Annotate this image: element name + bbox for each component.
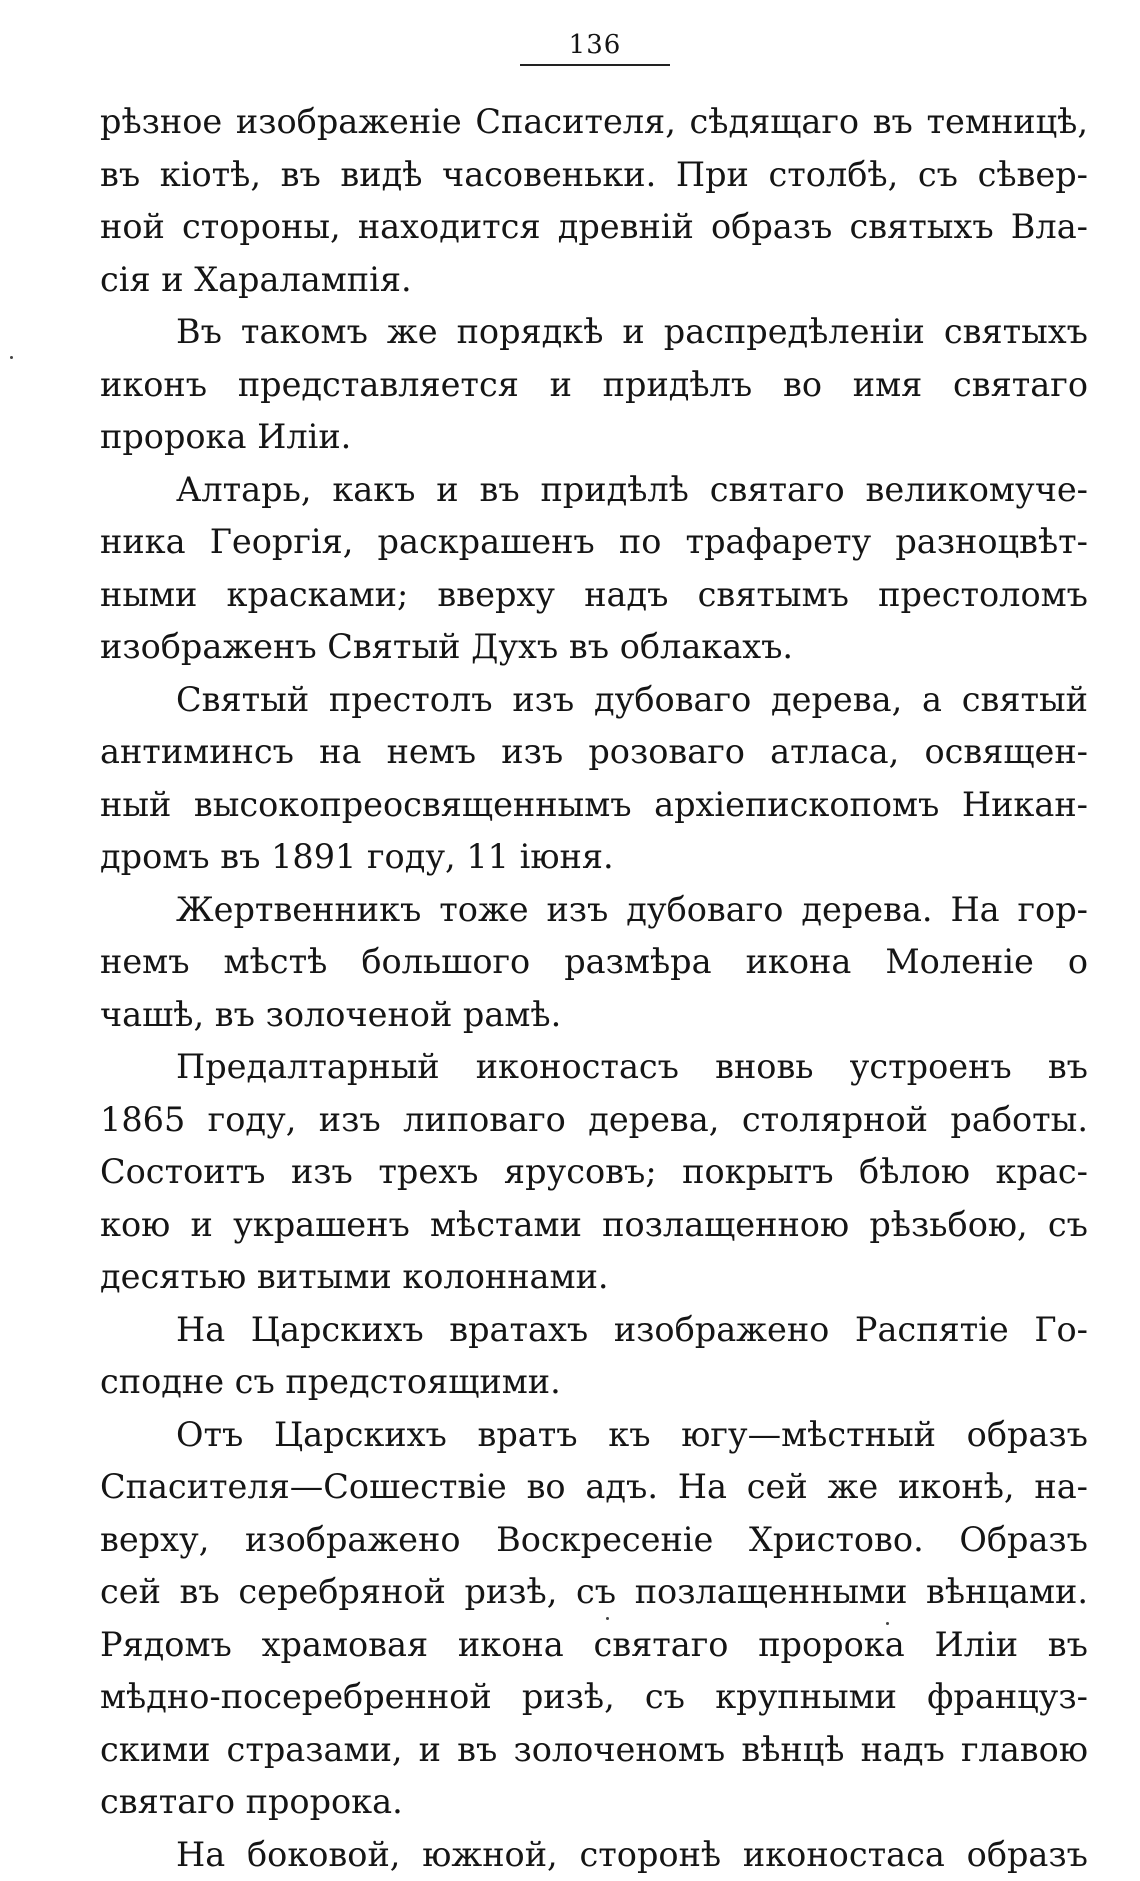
text-line: святаго пророка. bbox=[100, 1776, 1088, 1829]
text-line: чашѣ, въ золоченой рамѣ. bbox=[100, 989, 1088, 1042]
text-line: изображенъ Святый Духъ въ облакахъ. bbox=[100, 621, 1088, 674]
paragraph bbox=[100, 674, 1088, 884]
text-line: мѣдно-посеребренной ризѣ, съ крупными француз- bbox=[100, 1671, 1088, 1724]
text-line: Въ такомъ же порядкѣ и распредѣленіи святыхъ bbox=[100, 306, 1088, 359]
body-text bbox=[100, 96, 1088, 1881]
text-line: сей въ серебряной ризѣ, съ позлащенными вѣнцами. bbox=[100, 1566, 1088, 1619]
paragraph bbox=[100, 1304, 1088, 1409]
bottom-speck bbox=[886, 1622, 889, 1625]
bottom-speck bbox=[606, 1617, 609, 1620]
text-line: 1865 году, изъ липоваго дерева, столярной работы. bbox=[100, 1094, 1088, 1147]
text-line: скими стразами, и въ золоченомъ вѣнцѣ надъ главою bbox=[100, 1724, 1088, 1777]
text-line: въ кіотѣ, въ видѣ часовеньки. При столбѣ, съ сѣвер- bbox=[100, 149, 1088, 202]
text-line: Святый престолъ изъ дубоваго дерева, а святый bbox=[100, 674, 1088, 727]
text-line: немъ мѣстѣ большого размѣра икона Моленіе о bbox=[100, 936, 1088, 989]
text-line: Жертвенникъ тоже изъ дубоваго дерева. На гор- bbox=[100, 884, 1088, 937]
paragraph bbox=[100, 306, 1088, 464]
text-line: иконъ представляется и придѣлъ во имя святаго bbox=[100, 359, 1088, 412]
paragraph bbox=[100, 884, 1088, 1042]
paragraph bbox=[100, 1041, 1088, 1304]
text-line: ника Георгія, раскрашенъ по трафарету разноцвѣт- bbox=[100, 516, 1088, 569]
text-line: верху, изображено Воскресеніе Христово. Образъ bbox=[100, 1514, 1088, 1567]
text-line: На боковой, южной, сторонѣ иконостаса образъ bbox=[100, 1829, 1088, 1881]
text-line: Рядомъ храмовая икона святаго пророка Иліи въ bbox=[100, 1619, 1088, 1672]
text-line: Состоитъ изъ трехъ ярусовъ; покрытъ бѣлою крас- bbox=[100, 1146, 1088, 1199]
text-line: ными красками; вверху надъ святымъ престоломъ bbox=[100, 569, 1088, 622]
page-number: 136 bbox=[520, 30, 670, 66]
text-line: десятью витыми колоннами. bbox=[100, 1251, 1088, 1304]
paragraph bbox=[100, 96, 1088, 306]
text-line: антиминсъ на немъ изъ розоваго атласа, освящен- bbox=[100, 726, 1088, 779]
text-line: Алтарь, какъ и въ придѣлѣ святаго великомуче- bbox=[100, 464, 1088, 517]
paragraph bbox=[100, 1829, 1088, 1881]
text-line: сія и Харалампія. bbox=[100, 254, 1088, 307]
margin-speck bbox=[10, 356, 13, 359]
text-line: Предалтарный иконостасъ вновь устроенъ въ bbox=[100, 1041, 1088, 1094]
text-line: ной стороны, находится древній образъ святыхъ Вла- bbox=[100, 201, 1088, 254]
text-line: Отъ Царскихъ вратъ къ югу—мѣстный образъ bbox=[100, 1409, 1088, 1462]
text-line: Спасителя—Сошествіе во адъ. На сей же иконѣ, на- bbox=[100, 1461, 1088, 1514]
paragraph bbox=[100, 464, 1088, 674]
text-line: На Царскихъ вратахъ изображено Распятіе Го- bbox=[100, 1304, 1088, 1357]
text-line: сподне съ предстоящими. bbox=[100, 1356, 1088, 1409]
paragraph bbox=[100, 1409, 1088, 1829]
text-line: дромъ въ 1891 году, 11 іюня. bbox=[100, 831, 1088, 884]
text-line: ный высокопреосвященнымъ архіепископомъ Никан- bbox=[100, 779, 1088, 832]
text-line: пророка Иліи. bbox=[100, 411, 1088, 464]
text-line: рѣзное изображеніе Спасителя, сѣдящаго въ темницѣ, bbox=[100, 96, 1088, 149]
text-line: кою и украшенъ мѣстами позлащенною рѣзьбою, съ bbox=[100, 1199, 1088, 1252]
